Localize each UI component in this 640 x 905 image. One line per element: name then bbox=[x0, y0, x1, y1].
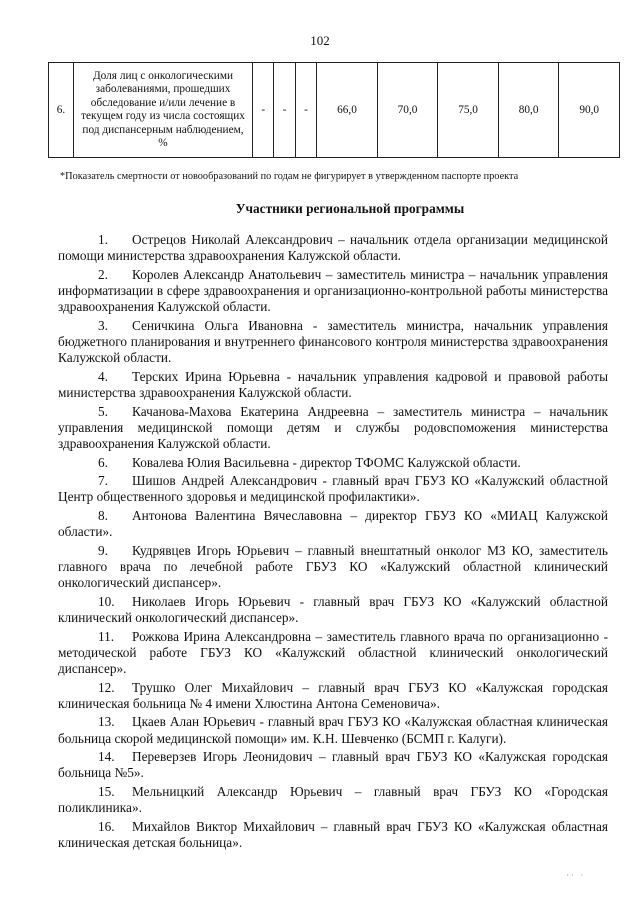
item-number: 12. bbox=[98, 679, 115, 695]
list-item bbox=[58, 318, 608, 367]
item-number: 10. bbox=[98, 593, 115, 609]
item-number: 7. bbox=[98, 473, 108, 489]
item-text: Михайлов Виктор Михайлович – главный врач ГБУЗ КО «Калужская областная клиническая детская больница». bbox=[58, 818, 608, 850]
row-value-cell: 80,0 bbox=[498, 63, 559, 158]
row-value-cell: 75,0 bbox=[438, 63, 499, 158]
item-text: Качанова-Махова Екатерина Андреевна – заместитель министра – начальник управления медицинской помощи детям и службы родовспоможения министерства здравоохранения Калужской области. bbox=[58, 403, 608, 451]
list-item bbox=[58, 473, 608, 505]
scan-artifact: ·· · bbox=[566, 870, 586, 880]
row-value-cell: - bbox=[274, 63, 295, 158]
list-item bbox=[58, 543, 608, 592]
list-item bbox=[58, 680, 608, 712]
item-number: 14. bbox=[98, 749, 115, 765]
table-row bbox=[49, 63, 620, 158]
list-item bbox=[58, 455, 608, 471]
list-item bbox=[58, 404, 608, 453]
item-number: 16. bbox=[98, 818, 115, 834]
item-text: Трушко Олег Михайлович – главный врач ГБУЗ КО «Калужская городская клиническая больница № 4 имени Хлюстина Антона Семеновича». bbox=[58, 679, 608, 711]
list-item bbox=[58, 819, 608, 851]
item-number: 13. bbox=[98, 714, 115, 730]
list-item bbox=[58, 508, 608, 540]
list-item bbox=[58, 714, 608, 746]
item-text: Цкаев Алан Юрьевич - главный врач ГБУЗ КО «Калужская областная клиническая больница скорой медицинской помощи» им. К.Н. Шевченко (БСМП г. Калуги). bbox=[58, 714, 608, 746]
item-text: Шишов Андрей Александрович - главный врач ГБУЗ КО «Калужский областной Центр общественного здоровья и медицинской профилактики». bbox=[58, 473, 608, 505]
item-number: 6. bbox=[98, 454, 108, 470]
item-text: Острецов Николай Александрович – начальник отдела организации медицинской помощи министерства здравоохранения Калужской области. bbox=[58, 232, 608, 264]
list-item bbox=[58, 784, 608, 816]
row-value-cell: - bbox=[253, 63, 274, 158]
list-item bbox=[58, 267, 608, 316]
footnote: *Показатель смертности от новообразований по годам не фигурирует в утвержденном паспорте проекта bbox=[60, 171, 519, 182]
item-text: Рожкова Ирина Александровна – заместитель главного врача по организационно - методической работе ГБУЗ КО «Калужский областной клинический онкологический диспансер». bbox=[58, 628, 608, 676]
item-text: Ковалева Юлия Васильевна - директор ТФОМС Калужской области. bbox=[132, 454, 521, 470]
list-item bbox=[58, 232, 608, 264]
item-text: Николаев Игорь Юрьевич - главный врач ГБУЗ КО «Калужский областной клинический онкологический диспансер». bbox=[58, 593, 608, 625]
item-number: 9. bbox=[98, 542, 108, 558]
item-text: Сеничкина Ольга Ивановна - заместитель министра, начальник управления бюджетного планирования и внутреннего финансового контроля министерства здравоохранения Калужской области. bbox=[58, 317, 608, 366]
row-value-cell: 66,0 bbox=[317, 63, 378, 158]
row-description: Доля лиц с онкологическими заболеваниями, прошедших обследование и/или лечение в текущем году из числа состоящих под диспансерным наблюдением, % bbox=[74, 63, 253, 158]
item-number: 15. bbox=[98, 783, 115, 799]
list-item bbox=[58, 369, 608, 401]
indicator-table bbox=[48, 62, 620, 158]
list-item bbox=[58, 594, 608, 626]
item-number: 5. bbox=[98, 403, 108, 419]
list-item bbox=[58, 749, 608, 781]
item-text: Терских Ирина Юрьевна - начальник управления кадровой и правовой работы министерства здравоохранения Калужской области. bbox=[58, 368, 608, 400]
item-number: 11. bbox=[98, 628, 115, 644]
item-text: Переверзев Игорь Леонидович – главный врач ГБУЗ КО «Калужская городская больница №5». bbox=[58, 749, 608, 781]
item-number: 4. bbox=[98, 368, 108, 384]
item-number: 1. bbox=[98, 232, 108, 247]
participants-list bbox=[58, 232, 608, 854]
row-value-cell: 90,0 bbox=[559, 63, 620, 158]
list-item bbox=[58, 629, 608, 678]
item-text: Мельницкий Александр Юрьевич – главный врач ГБУЗ КО «Городская поликлиника». bbox=[58, 783, 608, 816]
item-text: Королев Александр Анатольевич – заместитель министра – начальник управления информатизации в сфере здравоохранения и организационно-контрольной работы министерства здравоохранения Калужской области. bbox=[58, 266, 608, 315]
item-number: 8. bbox=[98, 507, 108, 523]
row-value-cell: 70,0 bbox=[377, 63, 438, 158]
item-number: 3. bbox=[98, 317, 108, 333]
item-text: Кудрявцев Игорь Юрьевич – главный внештатный онколог МЗ КО, заместитель главного врача по лечебной работе ГБУЗ КО «Калужский областной клинический онкологический диспансер». bbox=[58, 542, 608, 591]
section-title: Участники региональной программы bbox=[235, 201, 465, 216]
row-number: 6. bbox=[49, 63, 74, 158]
row-value-cell: - bbox=[295, 63, 316, 158]
item-text: Антонова Валентина Вячеславовна – директор ГБУЗ КО «МИАЦ Калужской области». bbox=[58, 507, 608, 540]
page-number: 102 bbox=[310, 33, 330, 48]
item-number: 2. bbox=[98, 266, 108, 282]
